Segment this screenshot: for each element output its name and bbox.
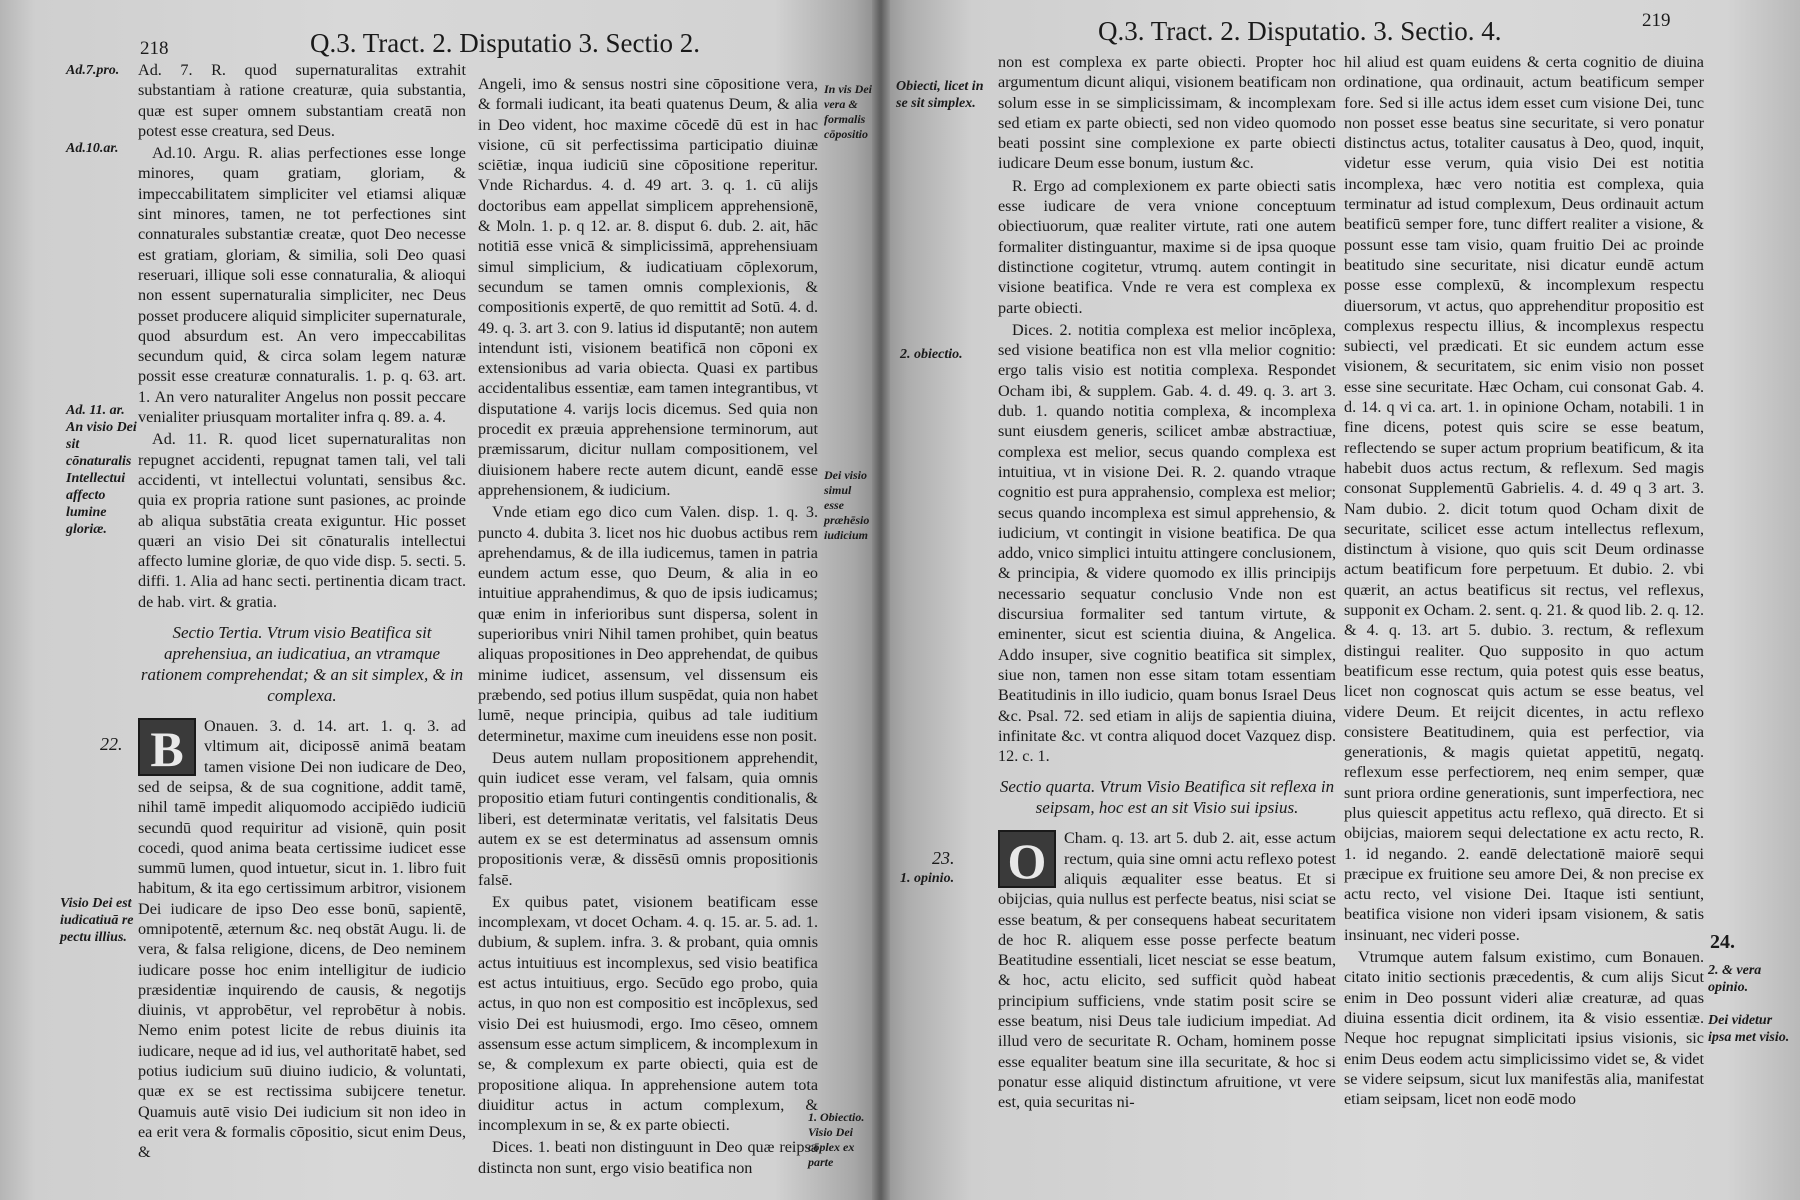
- margin-note: 1. Obiectio. Visio Dei cōplex ex parte: [808, 1110, 865, 1169]
- margin-note: Visio Dei est iudicatiuā re pectu illius.: [60, 896, 134, 945]
- paragraph: Deus autem nullam propositionem apprehendit, quin iudicet esse veram, vel falsam, quia omnis propositio etiam futuri contingentis conditionalis, & liberi, est determinatæ veritatis, vel falsitatis Deus autem ex se est determinatus ad assensum omnis propositionis veræ, & dissēsū omnis propositionis falsē.: [478, 748, 818, 889]
- section-number: 22.: [100, 734, 123, 754]
- right-page: [880, 0, 1800, 1200]
- paragraph-text: Onauen. 3. d. 14. art. 1. q. 3. ad vltimum ait, dicipossē animā beatam tamen visione Dei non iudicare de Deo, sed de seipsa, & de sua cognitione, addit tamē, nihil tamē impedit aliquomodo accipiēdo iudiciū secundū quod requiritur ad visionē, quin posit cocedi, quod anima beata certissime iudicet esse summū lumen, quod intuetur, sicut in. 1. libro fuit habitum, & ita ego certissimum arbitror, visionem Dei iudicare de ipso Deo esse bonū, sapientē, omnipotentē, æternum &c. neq obstāt Augu. li. de vera, & falsa religione, dicens, de Deo neminem iudicare posse hoc enim intelligitur de iudicio præsidentiæ inquirendo de causis, & negotijs diuinis, vt approbētur, vel reprobētur à nobis. Nemo enim potest licite de rebus diuinis ita iudicare, neque ad id ius, vel authoritatē habet, sed potius iudicium suū diuino iudicio, & voluntati, quæ ex se est rectissima subijcere tenetur. Quamuis autē visio Dei iudicium sit non ideo in ea erit vera & formalis cōpositio, sicut enim Deus, &: [138, 717, 466, 1162]
- margin-note: 2. obiectio.: [900, 347, 963, 362]
- paragraph: Dices. 1. beati non distinguunt in Deo quæ reipsa distincta non sunt, ergo visio beatifica non: [478, 1138, 818, 1177]
- margin-note: Ad.7.pro.: [66, 63, 120, 78]
- right-column-2: [1344, 52, 1704, 1194]
- paragraph: R. Ergo ad complexionem ex parte obiecti satis esse iudicare de vera vnione conceptuum obiectiuorum, quæ realiter virtute, rati one autem formaliter distinguantur, maxime si de ipsa quoque distinctione cogitetur, vtrumq. autem contingit in visione beatifica. Vnde re vera est complexa ex parte obiecti.: [998, 176, 1336, 317]
- margin-note: Ad. 11. ar. An visio Dei sit cōnaturalis Intellectui affecto lumine gloriæ.: [66, 403, 137, 537]
- running-head: Q.3. Tract. 2. Disputatio. 3. Sectio. 4.: [1098, 16, 1502, 46]
- paragraph: Ad. 7. R. quod supernaturalitas extrahit substantiam à ratione creaturæ, quia substantia, quæ est super omnem substantiam creatā non potest esse creatura, sed Deus.: [138, 61, 466, 140]
- left-page: [0, 0, 880, 1200]
- paragraph: hil aliud est quam euidens & certa cognitio de diuina ordinatione, qua ordinauit, actum beatificum semper fore. Sed si ille actus idem esset cum visione Dei, tunc non posset esse beatus sine securitate, si vero ponatur distinctus actus, totaliter causatus à Deo, quod, inquit, videtur esse verum, quia visio Dei est notitia incomplexa, hæc vero notitia est complexa, quia terminatur ad istud complexum, Deus ordinauit actum beatificū semper fore, tunc differt realiter a visione, & possunt esse tam visio, quam fruitio Dei ac proinde beatitudo sine securitate, nisi dicatur eundē actum posse esse complexū, & incomplexum respectu diuersorum, vt actus, quo apprehenditur propositio est complexus respectu illius, & incomplexus respectu subiecti, vel prædicati. Et sic eundem actum esse visionem, & securitatem, sic enim visio non posset esse sine securitate. Hæc Ocham, cui consonat Gab. 4. d. 14. q vi ca. art. 1. in opinione Ocham, notabili. 1 in fine dicens, potest quis scire se esse beatum, reflectendo se super actum proprium beatificum, & ita habebit duos actus rectum, & reflexum. Sed magis consonat Supplementū Gabrielis. 4. d. 49 q 3 art. 3. Nam dubio. 2. dicit totum quod Ocham dixit de securitate, scilicet esse actum intellectus reflexum, distinctum à visione, quo quis scit Deum ordinasse actum beatificum fore perpetuum. Et dubio. 2. vbi quærit, an actus beatificus sit rectus, vel reflexus, supponit ex Ocham. 2. sent. q. 21. & quod lib. 2. q. 12. & 4. q. 13. art 5. dubio. 3. rectum, & reflexum distingui realiter. Quo supposito in quo actum beatificum esse rectum, quia potest quis esse beatus, licet non cognoscat quis actum se esse beatus, vel videre Deum. Et reijcit dicentes, in actu reflexo consistere Beatitudinem, quia est perfectior, via generationis, & magis quietat appetitū, negatq. reflexum esse perfectiorem, neq enim semper, quæ sunt priora ordine generationis, sunt imperfectiora, nec plus quiescit appetitus actu reflexo, quā directo. Et si obijcias, maiorem sequi delectatione ex actu recto, R. 1. id negando. 2. eandē delectationē maiorē sequi præcipue ex fruitione seu amore Dei, & non precise ex actu recto, vel visione Dei. Itaque isti sentiunt, beatifica visione non videri ipsam visionem, & satis insinuant, nec videri posse.: [1344, 53, 1704, 944]
- right-column-1: [998, 52, 1336, 1194]
- section-number: 23.: [932, 848, 955, 868]
- page-number: 219: [1642, 10, 1671, 31]
- margin-note: Ad.10.ar.: [66, 141, 119, 156]
- margin-note: Obiecti, licet in se sit simplex.: [896, 79, 984, 111]
- page-number: 218: [140, 38, 169, 59]
- paragraph: Vnde etiam ego dico cum Valen. disp. 1. q. 3. puncto 4. dubita 3. licet nos hic duobus actibus rem aprehendamus, & de illa iudicemus, tamen in patria eundem actum esse, quo Deum, & alia in eo intuitiue apprahendimus, & quo de ipsis iudicamus; quæ enim in inferioribus sunt dispersa, solent in superioribus vniri Nihil tamen prohibet, quin beatus aliquas propositiones in Deo apprehendat, de quibus minime iudicet, assensum, vel dissensum eis præbendo, sed potius illum suspēdat, quia non habet lumē, neque principia, quibus ad tale iuditium determinetur, maxime cum ineuidens esse non posit.: [478, 503, 818, 745]
- margin-note: 1. opinio.: [900, 871, 955, 886]
- book-gutter: [872, 0, 890, 1200]
- paragraph: non est complexa ex parte obiecti. Propter hoc argumentum dicunt aliqui, visionem beatificam non solum esse in se simplicissimam, & incomplexam sed etiam ex parte obiecti, sed non video quomodo beati possint sine complexione ex parte obiecti iudicare Deum esse bonum, iustum &c.: [998, 53, 1336, 173]
- margin-note: 2. & vera opinio.: [1708, 963, 1762, 995]
- paragraph: Ad. 11. R. quod licet supernaturalitas non repugnet accidenti, repugnat tamen tali, vel tali accidenti, vt intellectui voluntati, sensibus &c. quia ex propria ratione sunt pasiones, ac proinde ab aliqua substātia creata exiguntur. Hic posset quæri an visio Dei sit cōnaturalis intellectui affecto lumine gloriæ, de quo vide disp. 5. secti. 5. diffi. 1. Alia ad hanc secti. pertinentia dicam tract. de hab. virt. & gratia.: [138, 430, 466, 611]
- paragraph: Dices. 2. notitia complexa est melior incōplexa, sed visione beatifica non est vlla melior cognitio: ergo talis visio est notitia complexa. Respondet Ocham ibi, & supplem. Gab. 4. d. 49. q. 3. art 3. dub. 1. quando notitia complexa, & incomplexa sunt eiusdem generis, scilicet ambæ abstractiuæ, complexa est melior, secus quando complexa est intuitiua, vt in visione Dei. R. 2. quando vtraque cognitio est pura apprahensio, complexa est melior; secus quando incomplexa est simul apprehensio, & iudicium, vt contingit in visione beatifica. De qua addo, vnico simplici intuitu attingere conclusionem, & principia, & videre quomodo ex illis principijs necessario sequatur conclusio Vnde non est discursiua formaliter sed tantum virtute, & eminenter, sicut est scientia diuina, & Angelica. Addo insuper, sive cognitio beatifica sit simplex, siue non, tamen non esse sitam totam essentiam Beatitudinis in illo iudicio, quam bonus Israel Deus &c. Psal. 72. sed etiam in alijs de sapientia diuina, infinitate &c. vt contra aliquod docet Vazquez disp. 12. c. 1.: [998, 320, 1336, 766]
- margin-note: Dei videtur ipsa met visio.: [1708, 1013, 1790, 1045]
- paragraph: Ad.10. Argu. R. alias perfectiones esse longe minores, quam gratiam, gloriam, & impeccabilitatem simpliciter vel etiamsi aliquæ sint minores, tamen, ne tot perfectiones sint connaturales substantiæ creatæ, quot Deo necesse est gratiam, gloriam, & similia, soli Deo quasi reseruari, illique soli esse connaturalia, & alioqui non essent supernaturalia simpliciter, nec Deus posset producere aliquid simpliciter supernaturale, quod absurdum est. An vero impeccabilitas secundum quid, & circa solam legem naturæ possit esse creaturæ connaturalis. 1. p. q. 63. art. 1. An vero naturaliter Angelus non possit peccare venialiter priusquam mortaliter infra q. 89. a. 4.: [138, 144, 466, 427]
- paragraph: Vtrumque autem falsum existimo, cum Bonauen. citato initio sectionis præcedentis, & cum alijs Sicut enim in Deo possunt videri aliæ creaturæ, ad quas diuina essentia dicit ordinem, ita & visio essentiæ. Neque hoc repugnat simplicitati ipsius visionis, sic enim Deus eodem actu simplicissimo videt se, & videt se videre seipsum, sicut lux manifestās alia, manifestat etiam seipsam, licet non eodē modo: [1344, 948, 1704, 1109]
- paragraph-text: Cham. q. 13. art 5. dub 2. ait, esse actum rectum, quia sine omni actu reflexo potest aliquis æqualiter esse beatus. Et si obijcias, quia nullus est perfecte beatus, nisi sciat se esse beatum, & per consequens habeat securitatem de hoc R. aliquem esse posse perfecte beatum Beatitudine essentiali, licet nesciat se esse beatum, & hoc, actu elicito, sed sufficit quòd habeat principium sufficiens, vnde statim posit scire se esse beatum, nisi Deus tale iudicium impediat. Ad illud vero de securitate R. Ocham, hominem posse esse equaliter beatum sine illa securitate, & hoc si ponatur esse aliquid distinctum afruitione, vt vere est, quia securitas ni-: [998, 829, 1336, 1112]
- drop-cap: O: [998, 830, 1056, 888]
- running-head: Q.3. Tract. 2. Disputatio 3. Sectio 2.: [310, 28, 700, 58]
- paragraph: [138, 716, 466, 1163]
- left-column-1: [138, 60, 466, 1195]
- paragraph: Ex quibus patet, visionem beatificam esse incomplexam, vt docet Ocham. 4. q. 15. ar. 5. ad. 1. dubium, & suplem. infra. 3. & probant, quia omnis actus intuitiuus est incomplexus, sed visio beatifica est actus intuitiuus, ergo. Secūdo ego probo, quia actus, in quo non est compositio est incōplexus, sed visio Dei est huiusmodi, ergo. Imo cēseo, omnem assensum esse actum simplicem, & incomplexum in se, & complexum ex parte obiecti, quia est de propositione aliqua. In apprehensione autem tota diuiditur actus in actum complexum, & incomplexum in se, & ex parte obiecti.: [478, 892, 818, 1135]
- section-heading: Sectio Tertia. Vtrum visio Beatifica sit aprehensiua, an iudicatiua, an vtramque rationem comprehendat; & an sit simplex, & in complexa.: [140, 623, 464, 706]
- margin-note: In vis Dei vera & formalis cōpositio: [824, 82, 872, 141]
- paragraph: [998, 828, 1336, 1112]
- section-heading: Sectio quarta. Vtrum Visio Beatifica sit reflexa in seipsam, hoc est an sit Visio sui ipsius.: [999, 777, 1335, 818]
- margin-note: 24.: [1710, 931, 1735, 953]
- drop-cap: B: [138, 718, 196, 776]
- left-column-2: [478, 74, 818, 1194]
- paragraph: Angeli, imo & sensus nostri sine cōpositione vera, & formali iudicant, ita beati quatenus Deum, & alia in Deo vident, hoc maxime cōcedē dū est in hac visione, cū sit perfectissima participatio diuinæ sciētiæ, inqua iudiciū sine cōpositione reperitur. Vnde Richardus. 4. d. 49 art. 3. q. 1. cū alijs doctoribus eam appellat simplicem apprehensionē, & Moln. 1. p. q 12. ar. 8. disput 6. dub. 2. ait, hāc notitiā esse vnicā & simplicissimā, apprehensiuam simul simplicium, & iudicatiuam cōplexorum, secundum se tamen omnis complexionis, & compositionis expertē, de quo remittit ad Sotū. 4. d. 49. q. 3. art 3. con 9. latius id disputantē; non autem intendunt isti, visionem beatificā non cōponi ex extensionibus ad varia obiecta. Quasi ex partibus accidentalibus essentiæ, eam tamen integrantibus, vt disputatione 4. varijs locis dicemus. Sed quia non procedit ex præuia apprehensione terminorum, aut præmissarum, dicitur nullam compositionem, vel diuisionem habere recte autem dicunt, eandē esse apprehensionem, & iudicium.: [478, 75, 818, 499]
- margin-note: Dei visio simul esse præhēsio iudicium: [824, 468, 870, 542]
